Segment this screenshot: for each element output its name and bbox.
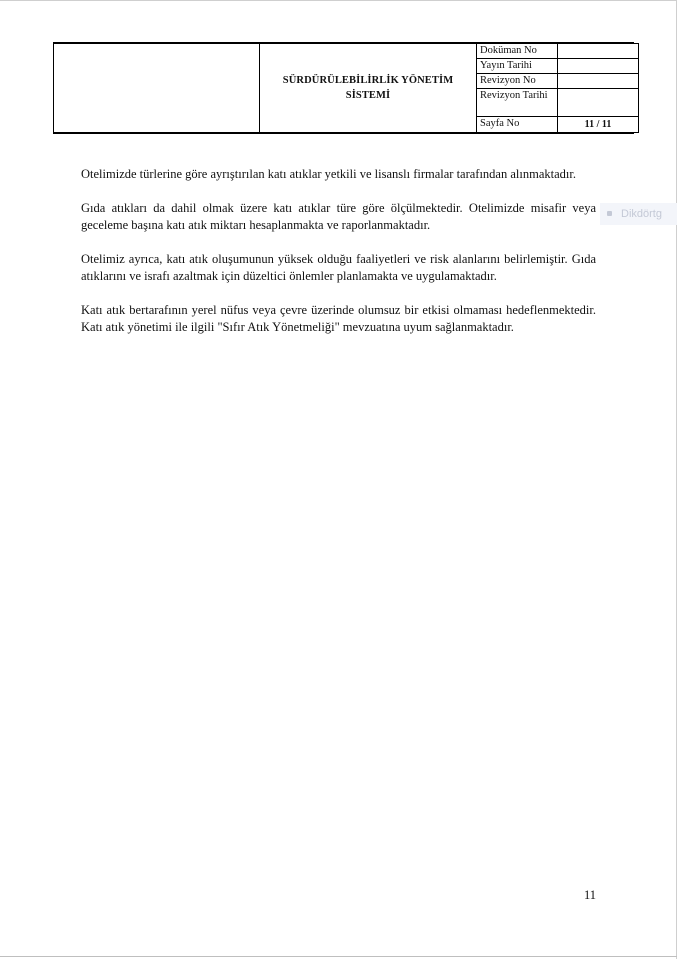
document-title-cell xyxy=(260,44,477,133)
paragraph: Otelimizde türlerine göre ayrıştırılan katı atıklar yetkili ve lisanslı firmalar tarafından alınmaktadır. xyxy=(81,167,576,181)
header-top-rule xyxy=(53,42,634,44)
publish-date-value xyxy=(558,59,639,74)
page-edge-top xyxy=(0,0,677,1)
shape-selection-chip[interactable] xyxy=(600,203,677,225)
body-text xyxy=(81,166,596,353)
logo-area xyxy=(54,44,260,133)
page-no-value: 11 / 11 xyxy=(558,117,639,133)
page-edge-bottom xyxy=(0,956,677,957)
header-bottom-rule xyxy=(53,132,634,134)
revision-number-label: Revizyon No xyxy=(477,74,558,89)
doc-number-label: Doküman No xyxy=(477,44,558,59)
publish-date-label: Yayın Tarihi xyxy=(477,59,558,74)
page-no-label: Sayfa No xyxy=(477,117,558,133)
revision-date-label: Revizyon Tarihi xyxy=(477,89,558,117)
revision-number-value xyxy=(558,74,639,89)
revision-date-value xyxy=(558,89,639,117)
document-header-table xyxy=(53,43,639,133)
page-number: 11 xyxy=(583,888,596,902)
doc-number-value xyxy=(558,44,639,59)
shape-chip-label: Dikdörtg xyxy=(621,208,662,220)
paragraph: Katı atık bertarafının yerel nüfus veya çevre üzerinde olumsuz bir etkisi olmaması hedeflenmektedir. Katı atık yönetimi ile ilgili "Sıfır Atık Yönetmeliği" mevzuatına uyum sağlanmaktadır. xyxy=(81,303,596,334)
document-title: SÜRDÜRÜLEBİLİRLİK YÖNETİM SİSTEMİ xyxy=(282,75,454,101)
paragraph: Otelimiz ayrıca, katı atık oluşumunun yüksek olduğu faaliyetleri ve risk alanlarını belirlemiştir. Gıda atıklarını ve israfı azaltmak için düzeltici önlemler planlamakta ve uygulamaktadır. xyxy=(81,252,596,283)
shape-icon xyxy=(607,211,612,216)
paragraph: Gıda atıkları da dahil olmak üzere katı atıklar türe göre ölçülmektedir. Otelimizde misafir veya geceleme başına katı atık miktarı hesaplanmakta ve raporlanmaktadır. xyxy=(81,201,596,232)
